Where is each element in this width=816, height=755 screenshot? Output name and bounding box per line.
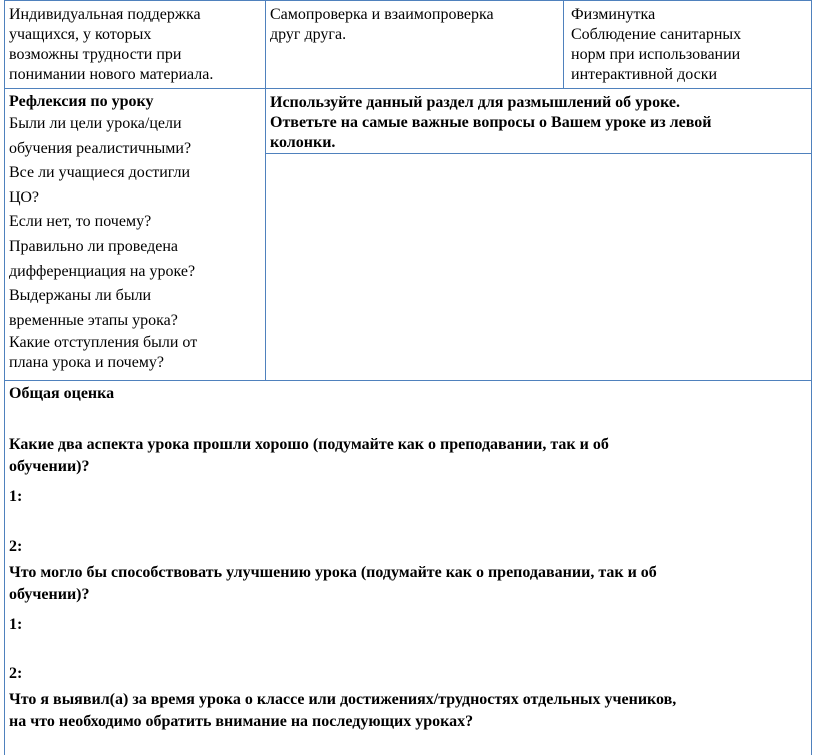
reflection-cell: [9, 92, 261, 373]
answer-2-label: 2:: [9, 665, 23, 682]
answer-1-label: 1:: [9, 488, 23, 505]
reflection-question: Какие отступления были от: [9, 334, 198, 352]
reflection-question: плана урока и почему?: [9, 354, 165, 372]
reflection-question: Все ли учащиеся достигли: [9, 164, 191, 182]
support-line: Индивидуальная поддержка: [9, 6, 201, 23]
question-line: на что необходимо обратить внимание на последующих уроках?: [9, 713, 474, 730]
physical-minute-line: Соблюдение санитарных: [571, 26, 742, 43]
instruction-line: колонки.: [270, 134, 336, 151]
answer-2-label: 2:: [9, 538, 23, 555]
reflection-question: ЦО?: [9, 188, 39, 206]
reflection-question: дифференциация на уроке?: [9, 262, 196, 280]
table-border-row1: [4, 88, 812, 89]
assessment-line: друг друга.: [270, 26, 347, 43]
physical-minute-title: Физминутка: [571, 6, 656, 23]
reflection-question: Выдержаны ли были: [9, 287, 152, 305]
question-line: обучении)?: [9, 458, 90, 475]
table-border-left: [4, 0, 5, 755]
question-line: Что я выявил(а) за время урока о классе или достижениях/трудностях отдельных учеников,: [9, 691, 677, 708]
support-cell: [9, 5, 261, 85]
support-line: возможны трудности при: [9, 46, 182, 63]
reflection-answer-area[interactable]: [266, 154, 811, 380]
table-border-row3: [4, 380, 812, 381]
reflection-question: Правильно ли проведена: [9, 237, 178, 255]
reflection-title: Рефлексия по уроку: [9, 93, 154, 110]
reflection-question: временные этапы урока?: [9, 311, 178, 329]
table-border-right: [811, 0, 812, 755]
physical-minute-line: интерактивной доски: [571, 66, 718, 83]
question-line: обучении)?: [9, 586, 90, 603]
instruction-line: Используйте данный раздел для размышлений об уроке.: [270, 94, 680, 111]
question-line: Что могло бы способствовать улучшению урока (подумайте как о преподавании, так и об: [9, 564, 657, 581]
question-good-aspects: [9, 434, 809, 478]
support-line: понимании нового материала.: [9, 66, 214, 83]
answer-1-label: 1:: [9, 616, 23, 633]
instruction-line: Ответьте на самые важные вопросы о Вашем уроке из левой: [270, 114, 712, 131]
physical-minute-line: норм при использовании: [571, 46, 741, 63]
reflection-question: Если нет, то почему?: [9, 213, 152, 231]
overall-title: Общая оценка: [9, 385, 115, 402]
support-line: учащихся, у которых: [9, 26, 152, 43]
assessment-cell: [270, 5, 560, 45]
reflection-question: обучения реалистичными?: [9, 139, 192, 157]
reflection-instruction: [270, 93, 808, 153]
reflection-question: Были ли цели урока/цели: [9, 115, 182, 132]
question-line: Какие два аспекта урока прошли хорошо (подумайте как о преподавании, так и об: [9, 436, 609, 453]
question-findings: [9, 689, 809, 733]
assessment-line: Самопроверка и взаимопроверка: [270, 6, 494, 23]
question-improvement: [9, 562, 809, 606]
table-border-top: [4, 0, 812, 1]
physical-minute-cell: [571, 5, 809, 85]
table-border-col2: [563, 0, 564, 88]
